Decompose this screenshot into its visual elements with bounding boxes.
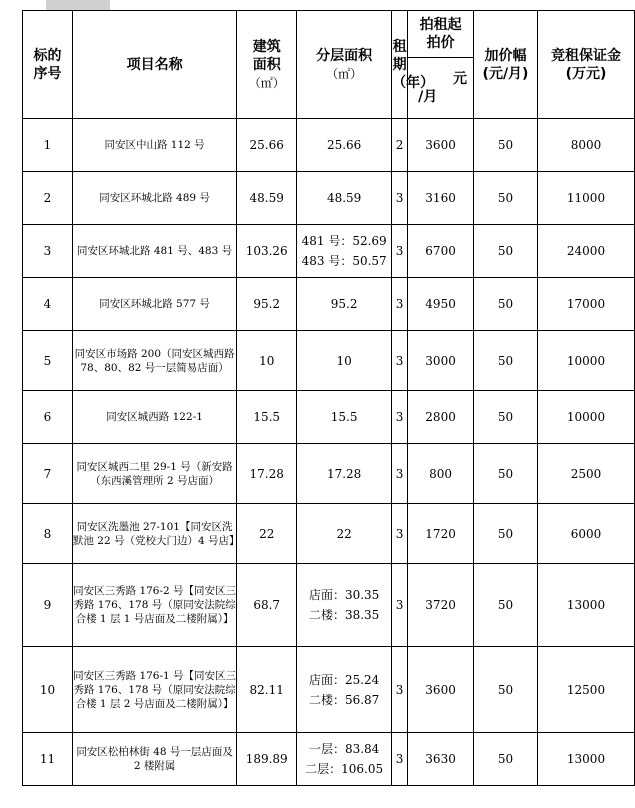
lease-auction-table xyxy=(22,10,635,786)
cell-floor-area xyxy=(297,391,392,444)
cell-area: 82.11 xyxy=(237,647,297,733)
cell-name: 同安区市场路 200（同安区城西路 78、80、82 号一层简易店面） xyxy=(72,331,236,391)
cell-increment: 50 xyxy=(474,225,538,278)
table-row xyxy=(23,172,635,225)
header-name: 项目名称 xyxy=(72,11,236,119)
cell-area: 68.7 xyxy=(237,564,297,647)
cell-floor-area xyxy=(297,119,392,172)
table-row xyxy=(23,564,635,647)
cell-deposit: 2500 xyxy=(538,444,635,504)
cell-name: 同安区城西二里 29-1 号（新安路（东西溪管理所 2 号店面） xyxy=(72,444,236,504)
header-deposit: 竞租保证金(万元) xyxy=(538,11,635,119)
cell-increment: 50 xyxy=(474,278,538,331)
floor-area-line: 95.2 xyxy=(330,297,358,311)
cell-seq: 2 xyxy=(23,172,73,225)
floor-area-line: 481 号：52.69 xyxy=(301,234,387,248)
cell-name: 同安区环城北路 577 号 xyxy=(72,278,236,331)
floor-area-line: 10 xyxy=(336,353,352,368)
floor-area-line: 二楼：38.35 xyxy=(308,608,380,622)
cell-increment: 50 xyxy=(474,647,538,733)
cell-floor-area xyxy=(297,172,392,225)
cell-price: 3600 xyxy=(408,647,474,733)
cell-seq: 7 xyxy=(23,444,73,504)
cell-term: 3 xyxy=(392,564,408,647)
cell-term: 3 xyxy=(392,444,408,504)
cell-seq: 3 xyxy=(23,225,73,278)
cell-name: 同安区洗墨池 27-101【同安区洗默池 22 号（党校大门边）4 号店】 xyxy=(72,504,236,564)
cell-increment: 50 xyxy=(474,172,538,225)
cell-floor-area xyxy=(297,225,392,278)
cell-price: 3630 xyxy=(408,733,474,786)
floor-area-line: 22 xyxy=(336,526,352,541)
cell-term: 3 xyxy=(392,331,408,391)
cell-deposit: 11000 xyxy=(538,172,635,225)
table-row xyxy=(23,225,635,278)
cell-term: 3 xyxy=(392,733,408,786)
cell-price: 3600 xyxy=(408,119,474,172)
table-row xyxy=(23,504,635,564)
cell-floor-area xyxy=(297,504,392,564)
cell-area: 15.5 xyxy=(237,391,297,444)
header-floor-area: 分层面积 （㎡） xyxy=(297,11,392,119)
floor-area-line: 15.5 xyxy=(330,410,358,424)
floor-area-line: 二楼：56.87 xyxy=(308,692,380,707)
cell-area: 103.26 xyxy=(237,225,297,278)
cell-deposit: 12500 xyxy=(538,647,635,733)
header-row xyxy=(23,11,635,119)
document-tab-stub xyxy=(46,0,110,10)
floor-area-line: 48.59 xyxy=(326,191,362,205)
floor-area-line: 二层：106.05 xyxy=(305,762,384,776)
floor-area-line: 483 号：50.57 xyxy=(301,254,387,268)
table-row xyxy=(23,733,635,786)
cell-name: 同安区三秀路 176-1 号【同安区三秀路 176、178 号（原同安法院综合楼 1 层 2 号店面及二楼附属）】 xyxy=(72,647,236,733)
cell-deposit: 10000 xyxy=(538,331,635,391)
table-row xyxy=(23,278,635,331)
cell-term: 3 xyxy=(392,647,408,733)
cell-seq: 6 xyxy=(23,391,73,444)
cell-deposit: 10000 xyxy=(538,391,635,444)
header-term: 租期（年） xyxy=(392,11,408,119)
cell-increment: 50 xyxy=(474,119,538,172)
cell-area: 17.28 xyxy=(237,444,297,504)
cell-term: 3 xyxy=(392,172,408,225)
cell-seq: 10 xyxy=(23,647,73,733)
floor-area-line: 一层：83.84 xyxy=(308,742,380,756)
cell-floor-area xyxy=(297,444,392,504)
floor-area-line: 店面：25.24 xyxy=(308,672,380,687)
cell-deposit: 6000 xyxy=(538,504,635,564)
cell-price: 3720 xyxy=(408,564,474,647)
cell-area: 189.89 xyxy=(237,733,297,786)
cell-area: 95.2 xyxy=(237,278,297,331)
table-row xyxy=(23,331,635,391)
cell-area: 22 xyxy=(237,504,297,564)
cell-seq: 11 xyxy=(23,733,73,786)
cell-price: 3000 xyxy=(408,331,474,391)
cell-term: 3 xyxy=(392,225,408,278)
cell-area: 10 xyxy=(237,331,297,391)
cell-increment: 50 xyxy=(474,564,538,647)
cell-name: 同安区环城北路 489 号 xyxy=(72,172,236,225)
header-area: 建筑面积 （㎡） xyxy=(237,11,297,119)
cell-deposit: 24000 xyxy=(538,225,635,278)
cell-name: 同安区中山路 112 号 xyxy=(72,119,236,172)
cell-seq: 1 xyxy=(23,119,73,172)
cell-deposit: 13000 xyxy=(538,733,635,786)
cell-floor-area xyxy=(297,564,392,647)
floor-area-line: 17.28 xyxy=(326,466,362,481)
cell-name: 同安区松柏林街 48 号一层店面及 2 楼附属 xyxy=(72,733,236,786)
cell-price: 6700 xyxy=(408,225,474,278)
floor-area-line: 店面：30.35 xyxy=(308,588,380,602)
cell-seq: 8 xyxy=(23,504,73,564)
cell-increment: 50 xyxy=(474,444,538,504)
table-row xyxy=(23,647,635,733)
cell-term: 3 xyxy=(392,391,408,444)
cell-floor-area xyxy=(297,647,392,733)
cell-seq: 5 xyxy=(23,331,73,391)
cell-price: 1720 xyxy=(408,504,474,564)
cell-deposit: 8000 xyxy=(538,119,635,172)
cell-floor-area xyxy=(297,278,392,331)
cell-price: 4950 xyxy=(408,278,474,331)
cell-increment: 50 xyxy=(474,733,538,786)
cell-seq: 4 xyxy=(23,278,73,331)
cell-term: 2 xyxy=(392,119,408,172)
table-row xyxy=(23,444,635,504)
cell-name: 同安区三秀路 176-2 号【同安区三秀路 176、178 号（原同安法院综合楼 1 层 1 号店面及二楼附属）】 xyxy=(72,564,236,647)
header-price: 拍租起拍价 元 /月 xyxy=(408,11,474,119)
header-increment: 加价幅(元/月) xyxy=(474,11,538,119)
cell-name: 同安区城西路 122-1 xyxy=(72,391,236,444)
cell-floor-area xyxy=(297,733,392,786)
cell-deposit: 17000 xyxy=(538,278,635,331)
cell-price: 800 xyxy=(408,444,474,504)
cell-price: 2800 xyxy=(408,391,474,444)
header-seq: 标的序号 xyxy=(23,11,73,119)
table-row xyxy=(23,119,635,172)
cell-increment: 50 xyxy=(474,391,538,444)
cell-area: 48.59 xyxy=(237,172,297,225)
floor-area-line: 25.66 xyxy=(326,138,362,152)
cell-term: 3 xyxy=(392,278,408,331)
table-row xyxy=(23,391,635,444)
cell-price: 3160 xyxy=(408,172,474,225)
cell-increment: 50 xyxy=(474,331,538,391)
cell-deposit: 13000 xyxy=(538,564,635,647)
cell-seq: 9 xyxy=(23,564,73,647)
cell-area: 25.66 xyxy=(237,119,297,172)
cell-floor-area xyxy=(297,331,392,391)
cell-name: 同安区环城北路 481 号、483 号 xyxy=(72,225,236,278)
cell-increment: 50 xyxy=(474,504,538,564)
cell-term: 3 xyxy=(392,504,408,564)
